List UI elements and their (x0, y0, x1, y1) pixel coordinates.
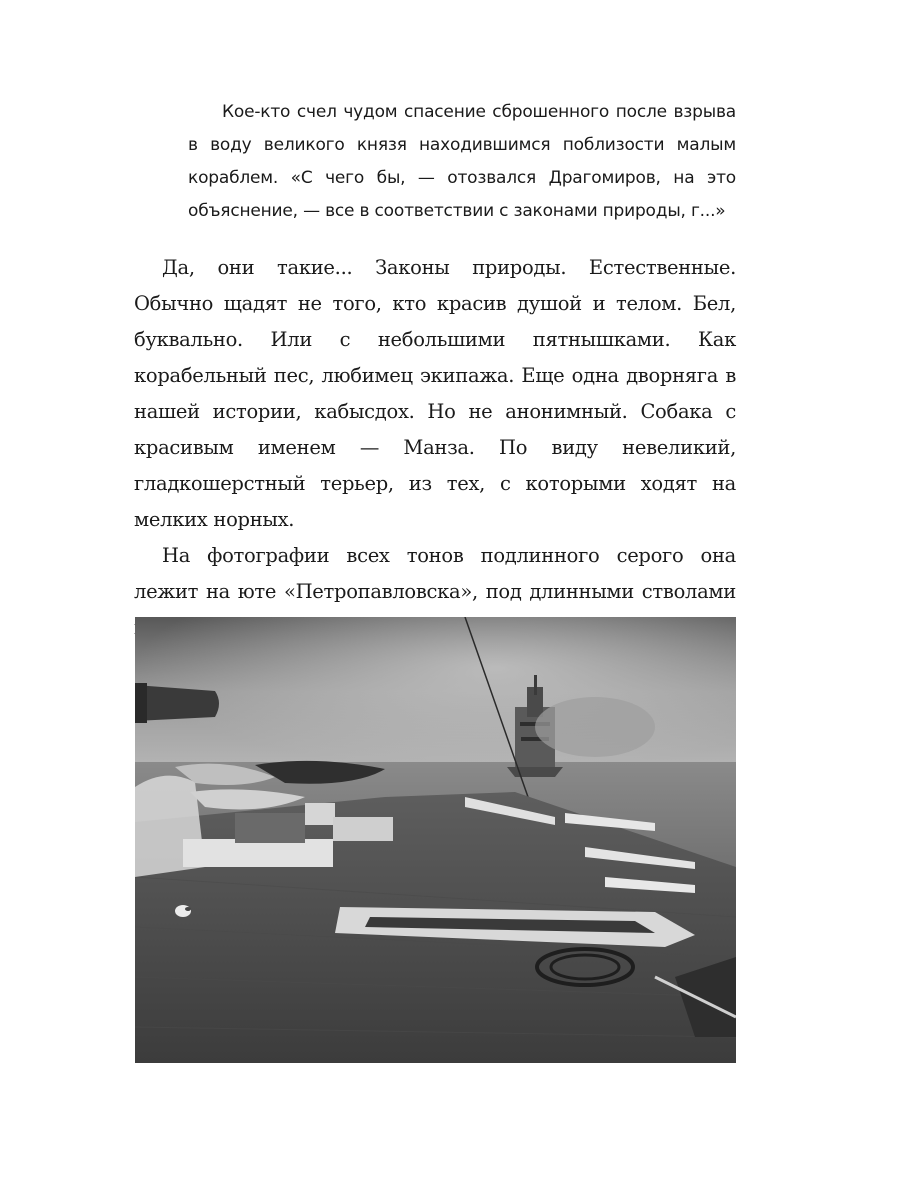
paragraph-1: Да, они такие... Законы природы. Естественные. Обычно щадят не того, кто красив душой и телом. Бел, буквально. Или с небольшими пятнышками. Как корабельный пес, любимец экипажа. Еще одна дворняга в нашей истории, кабысдох. Но не анонимный. Собака с красивым именем — Манза. По виду невеликий, гладкошерстный терьер, из тех, с которыми ходят на мелких норных. (134, 256, 736, 531)
photo-illustration (135, 617, 736, 1063)
ship-deck-photo (135, 617, 736, 1063)
paragraph-2: На фотографии всех тонов подлинного серого она лежит на юте «Петропавловска», под длинными стволами (134, 544, 736, 603)
quote-text: Кое-кто счел чудом спасение сброшенного после взрыва в воду великого князя находившимся поблизости малым кораблем. «С чего бы, — отозвался Драгомиров, на это объяснение, — все в соответствии с законами природы, г...» (188, 102, 736, 221)
dog-illustration (175, 905, 191, 917)
epigraph-quote (188, 96, 736, 228)
